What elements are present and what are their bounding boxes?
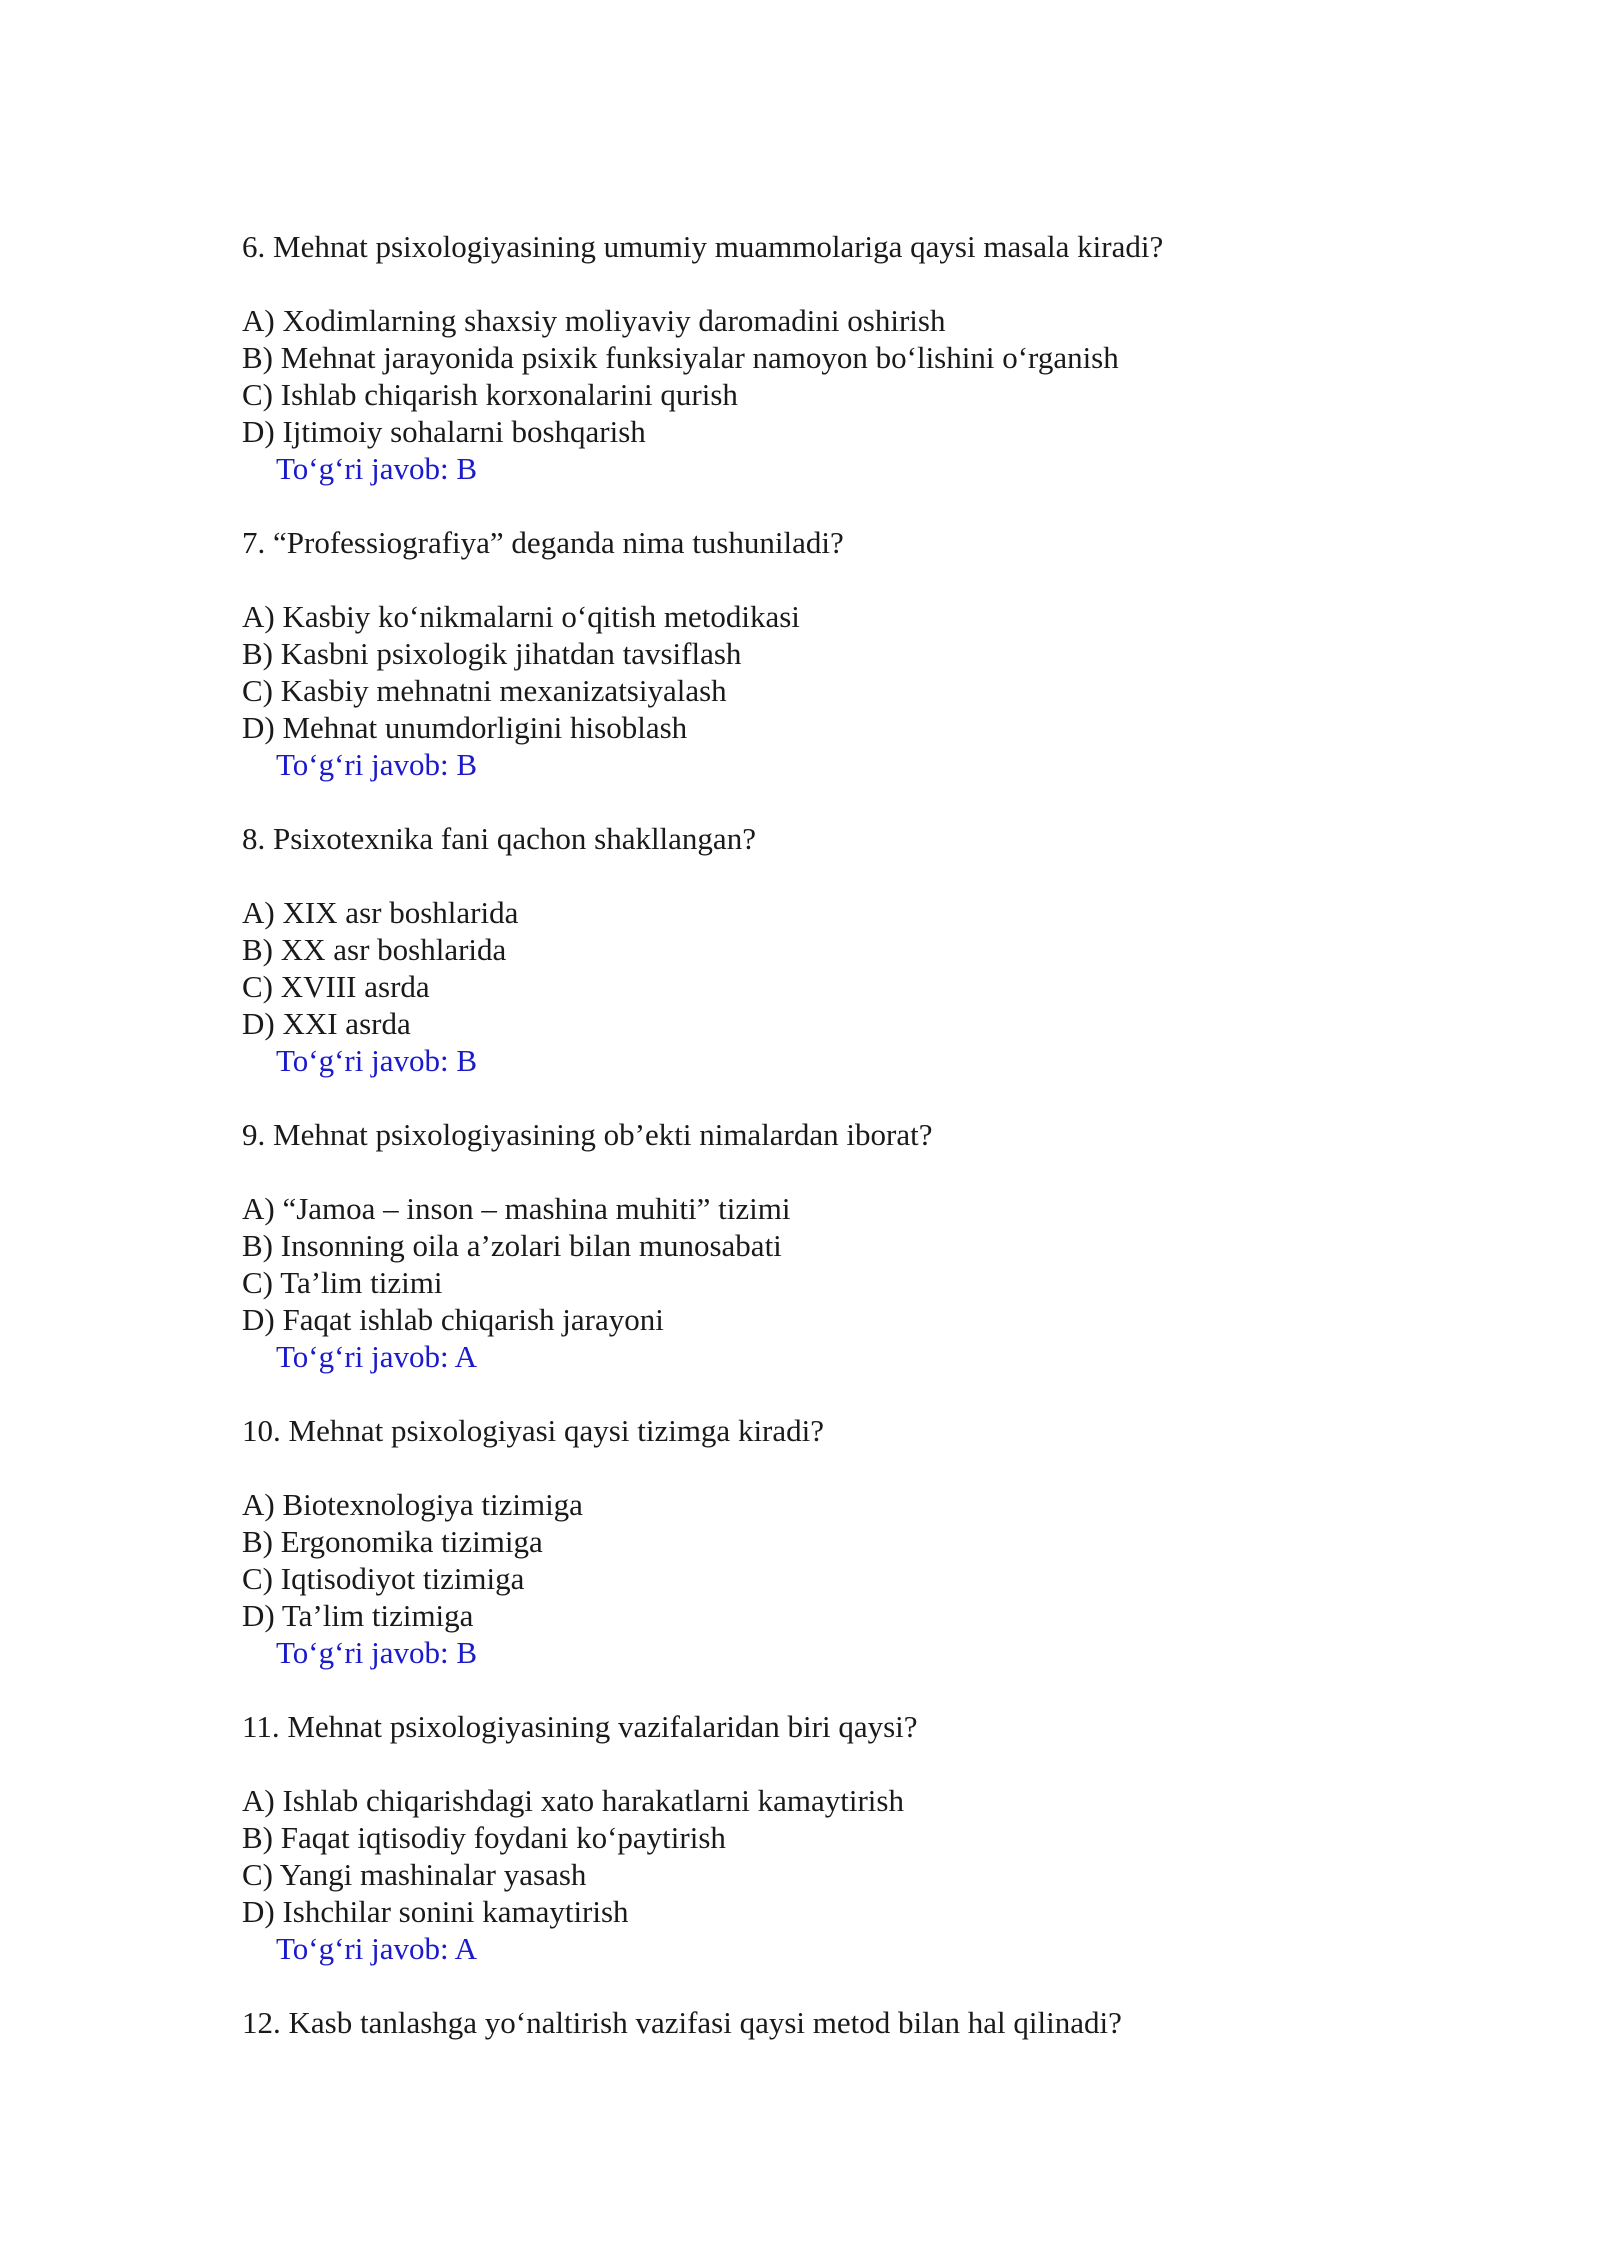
option-a: A) Biotexnologiya tizimiga <box>242 1487 583 1522</box>
option-d: D) XXI asrda <box>242 1006 411 1041</box>
option-a: A) “Jamoa – inson – mashina muhiti” tizimi <box>242 1191 791 1226</box>
option-a: A) Xodimlarning shaxsiy moliyaviy daromadini oshirish <box>242 303 946 338</box>
option-c: C) Yangi mashinalar yasash <box>242 1857 587 1892</box>
question-text: 12. Kasb tanlashga yo‘naltirish vazifasi qaysi metod bilan hal qilinadi? <box>242 2005 1122 2040</box>
option-d: D) Faqat ishlab chiqarish jarayoni <box>242 1302 664 1337</box>
option-a: A) Ishlab chiqarishdagi xato harakatlarni kamaytirish <box>242 1783 904 1818</box>
option-list <box>242 302 1442 450</box>
option-list <box>242 894 1442 1042</box>
correct-answer: To‘g‘ri javob: B <box>276 1043 478 1078</box>
option-a: A) Kasbiy ko‘nikmalarni o‘qitish metodikasi <box>242 599 800 634</box>
question-text: 6. Mehnat psixologiyasining umumiy muammolariga qaysi masala kiradi? <box>242 229 1164 264</box>
question-6 <box>242 228 1442 487</box>
option-d: D) Ishchilar sonini kamaytirish <box>242 1894 629 1929</box>
correct-answer: To‘g‘ri javob: B <box>276 451 478 486</box>
option-d: D) Ijtimoiy sohalarni boshqarish <box>242 414 646 449</box>
option-d: D) Mehnat unumdorligini hisoblash <box>242 710 688 745</box>
option-c: C) Iqtisodiyot tizimiga <box>242 1561 525 1596</box>
option-list <box>242 1190 1442 1338</box>
question-11 <box>242 1708 1442 1967</box>
option-b: B) Insonning oila a’zolari bilan munosabati <box>242 1228 782 1263</box>
option-list <box>242 1486 1442 1634</box>
correct-answer: To‘g‘ri javob: B <box>276 1635 478 1670</box>
option-b: B) Faqat iqtisodiy foydani ko‘paytirish <box>242 1820 726 1855</box>
question-text: 11. Mehnat psixologiyasining vazifalaridan biri qaysi? <box>242 1709 918 1744</box>
option-a: A) XIX asr boshlarida <box>242 895 519 930</box>
option-list <box>242 598 1442 746</box>
correct-answer: To‘g‘ri javob: A <box>276 1931 478 1966</box>
option-b: B) Ergonomika tizimiga <box>242 1524 543 1559</box>
option-c: C) Kasbiy mehnatni mexanizatsiyalash <box>242 673 727 708</box>
question-7 <box>242 524 1442 783</box>
question-text: 8. Psixotexnika fani qachon shakllangan? <box>242 821 756 856</box>
question-9 <box>242 1116 1442 1375</box>
option-b: B) Mehnat jarayonida psixik funksiyalar namoyon bo‘lishini o‘rganish <box>242 340 1119 375</box>
option-b: B) XX asr boshlarida <box>242 932 507 967</box>
option-list <box>242 1782 1442 1930</box>
question-text: 9. Mehnat psixologiyasining ob’ekti nimalardan iborat? <box>242 1117 933 1152</box>
question-text: 10. Mehnat psixologiyasi qaysi tizimga kiradi? <box>242 1413 825 1448</box>
option-d: D) Ta’lim tizimiga <box>242 1598 474 1633</box>
option-c: C) Ishlab chiqarish korxonalarini qurish <box>242 377 738 412</box>
question-12 <box>242 2004 1442 2041</box>
question-text: 7. “Professiografiya” deganda nima tushuniladi? <box>242 525 844 560</box>
option-c: C) XVIII asrda <box>242 969 430 1004</box>
correct-answer: To‘g‘ri javob: B <box>276 747 478 782</box>
option-c: C) Ta’lim tizimi <box>242 1265 443 1300</box>
option-b: B) Kasbni psixologik jihatdan tavsiflash <box>242 636 742 671</box>
correct-answer: To‘g‘ri javob: A <box>276 1339 478 1374</box>
question-10 <box>242 1412 1442 1671</box>
document-page <box>242 228 1442 2078</box>
question-8 <box>242 820 1442 1079</box>
